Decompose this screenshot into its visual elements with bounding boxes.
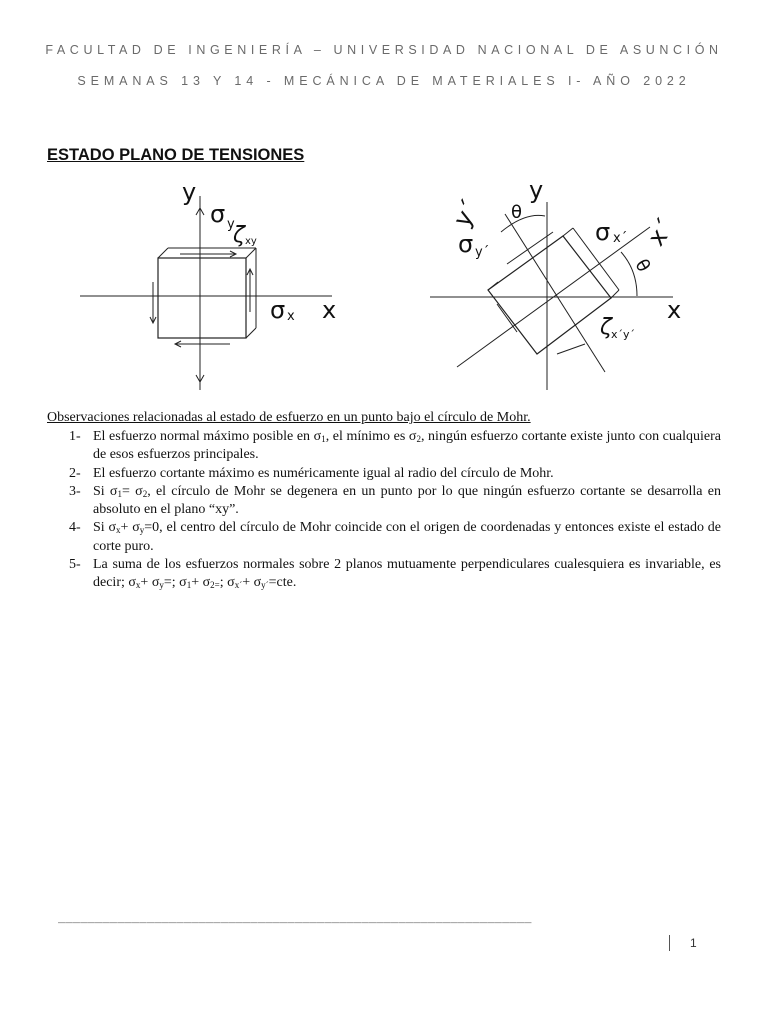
axis-label-x-rot: x´ (642, 213, 681, 252)
theta-arc-right (621, 252, 637, 296)
rotated-element-figure (425, 172, 705, 394)
y-rot-axis (505, 214, 605, 372)
list-item: 2- El esfuerzo cortante máximo es numéricamente igual al radio del círculo de Mohr. (69, 465, 554, 481)
header-line-2: SEMANAS 13 Y 14 - MECÁNICA DE MATERIALES I- AÑO 2022 (77, 74, 691, 88)
page-number: 1 (690, 936, 697, 950)
svg-text:xy: xy (245, 236, 257, 247)
label-theta-2: θ (630, 255, 655, 276)
axis-label-y: y (529, 176, 544, 204)
list-item: 1- El esfuerzo normal máximo posible en $\sigma_1$, el mínimo es $\sigma_2$, ningún esfuerzo cortante existe junto con cualquiera de esos esfuerzos principales. (69, 429, 721, 463)
label-tau-xy-rot: ζ (600, 315, 612, 340)
svg-text:x´y´: x´y´ (611, 328, 636, 341)
label-sigma-x: σ (270, 296, 286, 324)
page-number-separator (669, 935, 670, 951)
observations-heading: Observaciones relacionadas al estado de esfuerzo en un punto bajo el círculo de Mohr. (47, 410, 531, 425)
element-square (158, 258, 246, 338)
header-line-1: FACULTAD DE INGENIERÍA – UNIVERSIDAD NACIONAL DE ASUNCIÓN (45, 43, 723, 57)
page-title: ESTADO PLANO DE TENSIONES (47, 146, 305, 164)
svg-text:x: x (287, 309, 295, 324)
list-item: 4- Si $\sigma_x+ \sigma_y=0$, el centro del círculo de Mohr coincide con el origen de coordenadas y entonces existe el estado de corte puro. (69, 520, 721, 554)
axis-label-x: x (667, 296, 682, 324)
axis-label-y-rot: y´ (447, 194, 486, 232)
label-sigma-y-rot: σ (458, 230, 474, 258)
label-theta-1: θ (511, 202, 523, 223)
label-sigma-x-rot: σ (595, 218, 611, 246)
label-tau-xy: ζ (233, 223, 245, 248)
list-item: 3- Si $\sigma_1= \sigma_2$, el círculo de Mohr se degenera en un punto por lo que ningún esfuerzo cortante se desarrolla en absoluto en el plano “xy”. (69, 483, 721, 518)
list-item: 5- La suma de los esfuerzos normales sobre 2 planos mutuamente perpendiculares cualesquiera es invariable, es decir; $\sigma_x+ \sigma_y=$; $\sigma_1+ \sigma_{2=}$; $\sigma_{x´}+ \sigma_{y´}=cte$. (69, 557, 721, 591)
svg-text:x´: x´ (613, 231, 628, 246)
observations-list (47, 428, 721, 593)
stress-element-figure (70, 172, 350, 394)
footer-divider: ________________________________________________________________ (58, 912, 532, 926)
axis-label-y: y (182, 178, 197, 206)
svg-text:y: y (227, 217, 235, 232)
axis-label-x: x (322, 296, 337, 324)
label-sigma-y: σ (210, 200, 226, 228)
svg-text:y´: y´ (475, 245, 490, 260)
